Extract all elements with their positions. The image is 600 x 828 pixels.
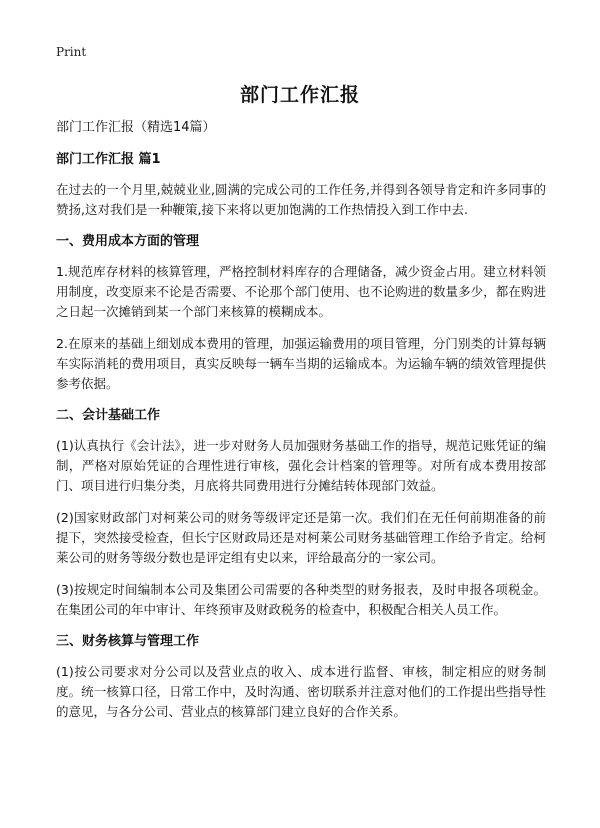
paragraph: (3)按规定时间编制本公司及集团公司需要的各种类型的财务报表，及时申报各项税金。在集团公司的年中审计、年终预审及财政税务的检查中，积极配合相关人员工作。 — [56, 582, 546, 617]
section-heading-cost-management: 一、费用成本方面的管理 — [56, 234, 200, 249]
document-subtitle: 部门工作汇报（精选14篇） — [56, 120, 216, 135]
paragraph: (2)国家财政部门对柯莱公司的财务等级评定还是第一次。我们们在无任何前期准备的前提下，突然接受检查，但长宁区财政局还是对柯莱公司财务基础管理工作给予肯定。给柯莱公司的财务等级分数也是评定组有史以来，评给最高分的一家公司。 — [56, 510, 546, 565]
article-title: 部门工作汇报 篇1 — [56, 152, 161, 167]
section-heading-accounting-basics: 二、会计基础工作 — [56, 408, 161, 423]
intro-paragraph: 在过去的一个月里,兢兢业业,圆满的完成公司的工作任务,并得到各领导肯定和许多同事的赞扬,这对我们是一种鞭策,接下来将以更加饱满的工作热情投入到工作中去. — [56, 182, 546, 217]
paragraph: (1)认真执行《会计法》，进一步对财务人员加强财务基础工作的指导，规范记账凭证的编制，严格对原始凭证的合理性进行审核，强化会计档案的管理等。对所有成本费用按部门、项目进行归集分类，月底将共同费用进行分摊结转体现部门效益。 — [56, 438, 546, 493]
print-link[interactable]: Print — [56, 45, 87, 59]
page-title: 部门工作汇报 — [239, 84, 360, 106]
section-heading-financial-accounting: 三、财务核算与管理工作 — [56, 634, 200, 649]
paragraph: (1)按公司要求对分公司以及营业点的收入、成本进行监督、审核，制定相应的财务制度。统一核算口径，日常工作中，及时沟通、密切联系并注意对他们的工作提出些指导性的意见，与各分公司、营业点的核算部门建立良好的合作关系。 — [56, 664, 546, 719]
paragraph: 1.规范库存材料的核算管理，严格控制材料库存的合理储备，减少资金占用。建立材料领用制度，改变原来不论是否需要、不论那个部门使用、也不论购进的数量多少，都在购进之日起一次摊销到某一个部门来核算的模糊成本。 — [56, 264, 546, 319]
paragraph: 2.在原来的基础上细划成本费用的管理，加强运输费用的项目管理，分门别类的计算每辆车实际消耗的费用项目，真实反映每一辆车当期的运输成本。为运输车辆的绩效管理提供参考依据。 — [56, 336, 546, 391]
document-body — [56, 118, 546, 734]
